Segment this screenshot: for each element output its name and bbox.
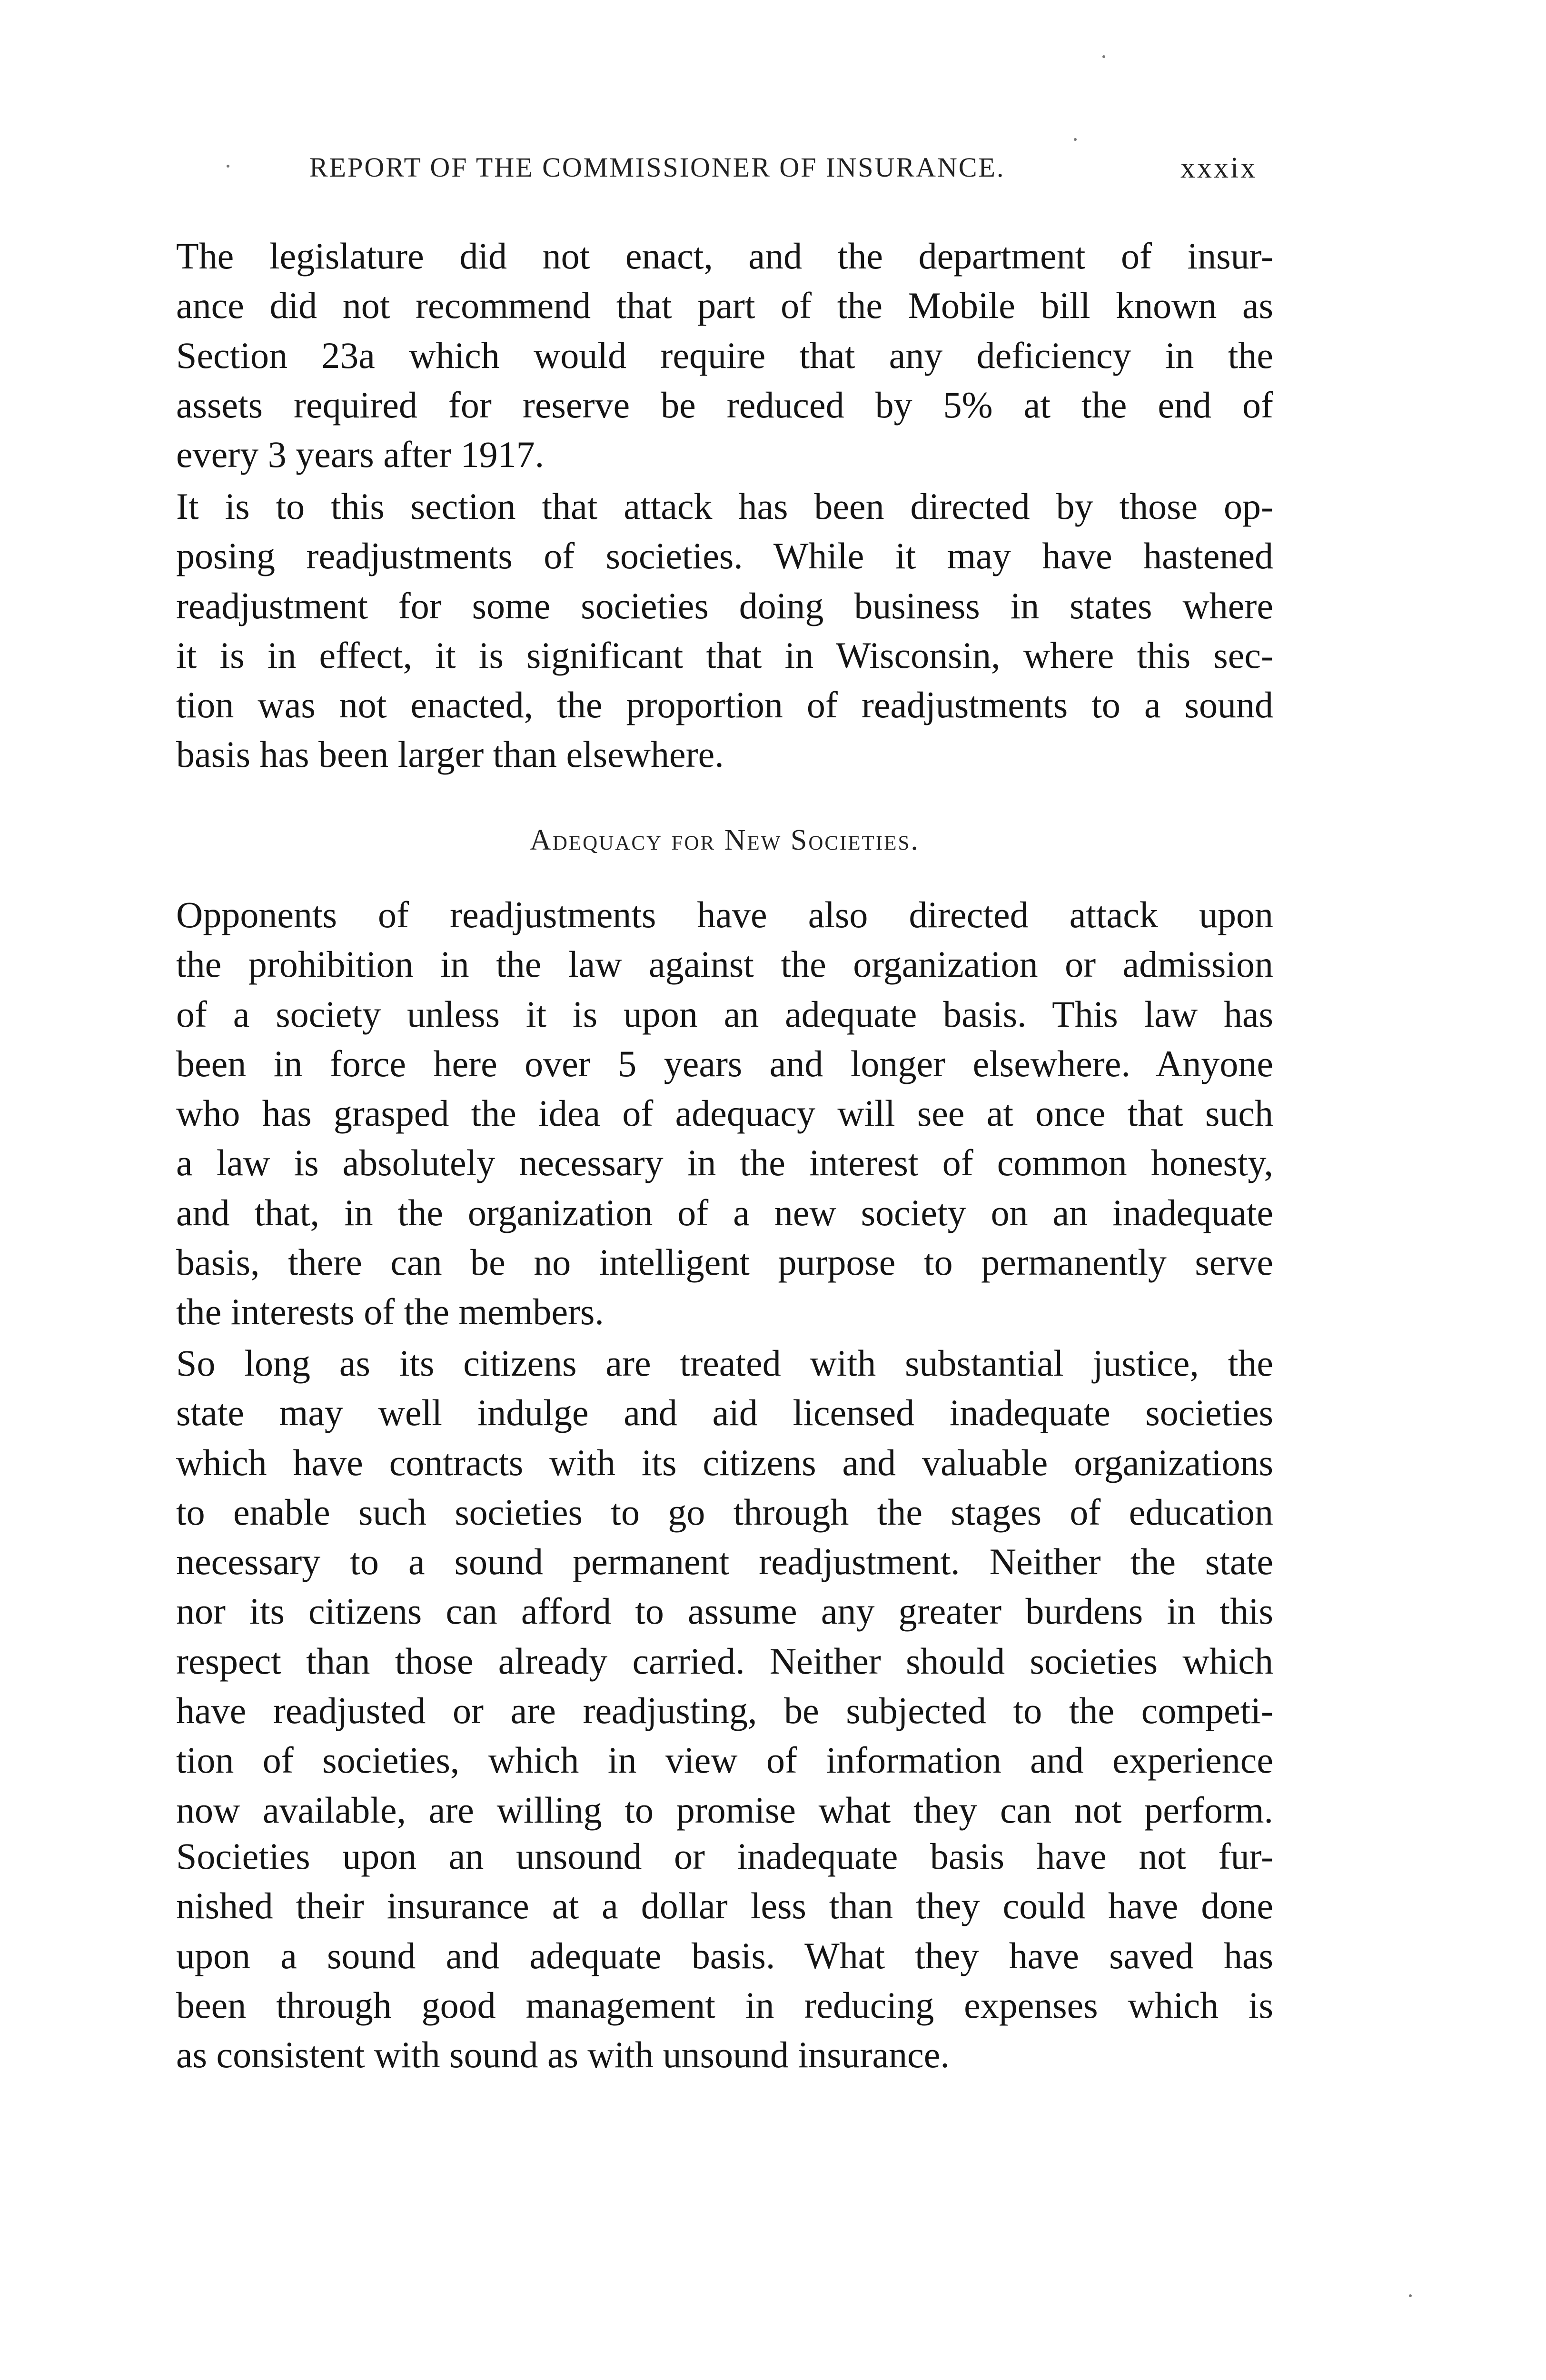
text-line: have readjusted or are readjusting, be subjected to the competi-: [176, 1690, 1273, 1732]
text-line: upon a sound and adequate basis. What they have saved has: [176, 1934, 1273, 1976]
paragraph-2: [176, 482, 1273, 780]
text-line: a law is absolutely necessary in the interest of common honesty,: [176, 1142, 1273, 1184]
text-line: every 3 years after 1917.: [176, 434, 545, 476]
text-line: who has grasped the idea of adequacy will see at once that such: [176, 1092, 1273, 1134]
text-line: respect than those already carried. Neither should societies which: [176, 1640, 1273, 1682]
scan-speck: [1102, 55, 1105, 58]
text-line: as consistent with sound as with unsound insurance.: [176, 2034, 950, 2076]
text-line: which have contracts with its citizens and valuable organizations: [176, 1441, 1273, 1483]
text-line: posing readjustments of societies. While it may have hastened: [176, 535, 1273, 577]
text-line: assets required for reserve be reduced by 5% at the end of: [176, 384, 1273, 426]
text-line: state may well indulge and aid licensed inadequate societies: [176, 1392, 1273, 1434]
text-line: Section 23a which would require that any deficiency in the: [176, 334, 1273, 376]
text-line: readjustment for some societies doing business in states where: [176, 585, 1273, 626]
section-heading: Adequacy for New Societies.: [530, 824, 920, 856]
text-line: now available, are willing to promise what they can not perform.: [176, 1789, 1273, 1831]
text-line: nor its citizens can afford to assume any greater burdens in this: [176, 1590, 1273, 1632]
text-line: basis, there can be no intelligent purpose to permanently serve: [176, 1241, 1273, 1283]
scan-speck: [1074, 138, 1077, 141]
scan-speck: [227, 165, 229, 168]
text-line: the interests of the members.: [176, 1291, 604, 1333]
running-header: [176, 151, 1271, 194]
text-line: it is in effect, it is significant that in Wisconsin, where this sec-: [176, 634, 1273, 676]
text-line: necessary to a sound permanent readjustment. Neither the state: [176, 1541, 1273, 1583]
paragraph-4: [176, 1339, 1273, 1835]
page-number: xxxix: [1180, 152, 1258, 184]
text-line: been through good management in reducing expenses which is: [176, 1984, 1273, 2026]
text-line: It is to this section that attack has been directed by those op-: [176, 486, 1273, 527]
paragraph-3: [176, 890, 1273, 1337]
text-line: and that, in the organization of a new society on an inadequate: [176, 1191, 1273, 1233]
text-line: of a society unless it is upon an adequate basis. This law has: [176, 993, 1273, 1035]
text-line: to enable such societies to go through the stages of education: [176, 1491, 1273, 1533]
text-line: Societies upon an unsound or inadequate basis have not fur-: [176, 1835, 1273, 1877]
text-line: The legislature did not enact, and the department of insur-: [176, 235, 1273, 277]
text-line: tion was not enacted, the proportion of readjustments to a sound: [176, 684, 1273, 726]
text-line: So long as its citizens are treated with substantial justice, the: [176, 1342, 1273, 1384]
paragraph-5: [176, 1832, 1273, 2080]
text-line: tion of societies, which in view of information and experience: [176, 1739, 1273, 1781]
header-title: REPORT OF THE COMMISSIONER OF INSURANCE.: [309, 152, 1005, 183]
text-line: basis has been larger than elsewhere.: [176, 734, 724, 775]
paragraph-1: [176, 231, 1273, 479]
text-line: been in force here over 5 years and longer elsewhere. Anyone: [176, 1042, 1273, 1084]
text-line: Opponents of readjustments have also directed attack upon: [176, 894, 1273, 935]
text-line: ance did not recommend that part of the Mobile bill known as: [176, 285, 1273, 327]
scan-speck: [1409, 2294, 1412, 2297]
text-line: the prohibition in the law against the organization or admission: [176, 943, 1273, 985]
text-line: nished their insurance at a dollar less than they could have done: [176, 1885, 1273, 1927]
